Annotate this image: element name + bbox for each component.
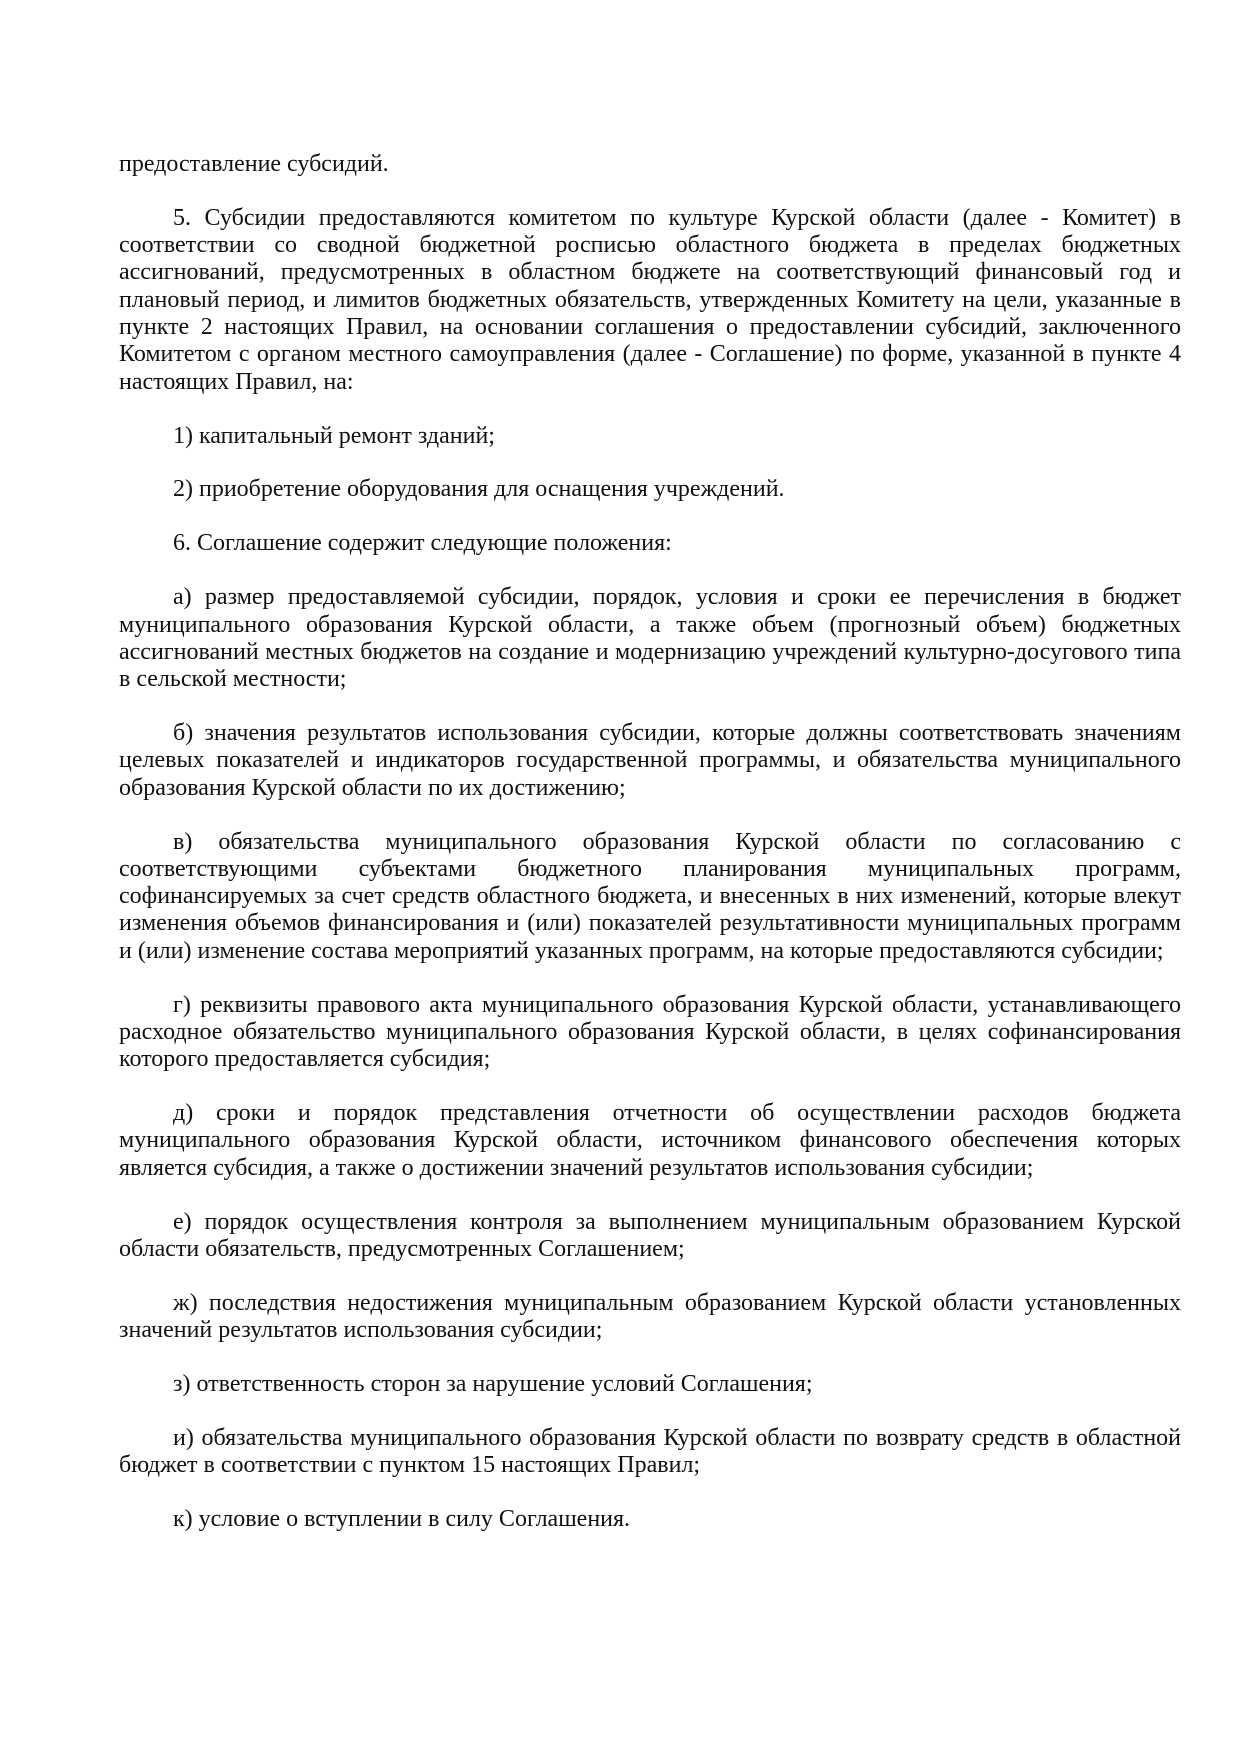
list-item-b: б) значения результатов использования субсидии, которые должны соответствовать значениям целевых показателей и индикаторов государственной программы, и обязательства муниципального образования Курской области по их достижению; xyxy=(119,720,1181,801)
paragraph-continuation: предоставление субсидий. xyxy=(119,151,389,177)
list-item-zh: ж) последствия недостижения муниципальным образованием Курской области установленных значений результатов использования субсидии; xyxy=(119,1289,1181,1344)
list-item-2: 2) приобретение оборудования для оснащения учреждений. xyxy=(173,476,785,503)
paragraph-clause-5: 5. Субсидии предоставляются комитетом по культуре Курской области (далее - Комитет) в соответствии со сводной бюджетной росписью областного бюджета в пределах бюджетных ассигнований, предусмотренных в областном бюджете на соответствующий финансовый год и плановый период, и лимитов бюджетных обязательств, утвержденных Комитету на цели, указанные в пункте 2 настоящих Правил, на основании соглашения о предоставлении субсидий, заключенного Комитетом с органом местного самоуправления (далее - Соглашение) по форме, указанной в пункте 4 настоящих Правил, на: xyxy=(119,204,1181,395)
list-item-v: в) обязательства муниципального образования Курской области по согласованию с соответствующими субъектами бюджетного планирования муниципальных программ, софинансируемых за счет средств областного бюджета, и внесенных в них изменений, которые влекут изменения объемов финансирования и (или) показателей результативности муниципальных программ и (или) изменение состава мероприятий указанных программ, на которые предоставляются субсидии; xyxy=(119,828,1181,964)
list-item-z: з) ответственность сторон за нарушение условий Соглашения; xyxy=(173,1370,813,1397)
list-item-i: и) обязательства муниципального образования Курской области по возврату средств в областной бюджет в соответствии с пунктом 15 настоящих Правил; xyxy=(119,1424,1181,1479)
paragraph-clause-6: 6. Соглашение содержит следующие положения: xyxy=(173,530,672,557)
list-item-1: 1) капитальный ремонт зданий; xyxy=(173,422,495,449)
list-item-d: д) сроки и порядок представления отчетности об осуществлении расходов бюджета муниципального образования Курской области, источником финансового обеспечения которых является субсидия, а также о достижении значений результатов использования субсидии; xyxy=(119,1100,1181,1181)
list-item-a: а) размер предоставляемой субсидии, порядок, условия и сроки ее перечисления в бюджет муниципального образования Курской области, а также объем (прогнозный объем) бюджетных ассигнований местных бюджетов на создание и модернизацию учреждений культурно-досугового типа в сельской местности; xyxy=(119,584,1181,693)
list-item-k: к) условие о вступлении в силу Соглашения. xyxy=(173,1506,631,1532)
list-item-g: г) реквизиты правового акта муниципального образования Курской области, устанавливающего расходное обязательство муниципального образования Курской области, в целях софинансирования которого предоставляется субсидия; xyxy=(119,991,1181,1073)
list-item-e: е) порядок осуществления контроля за выполнением муниципальным образованием Курской области обязательств, предусмотренных Соглашением; xyxy=(119,1208,1181,1262)
document-page xyxy=(119,151,1181,1560)
